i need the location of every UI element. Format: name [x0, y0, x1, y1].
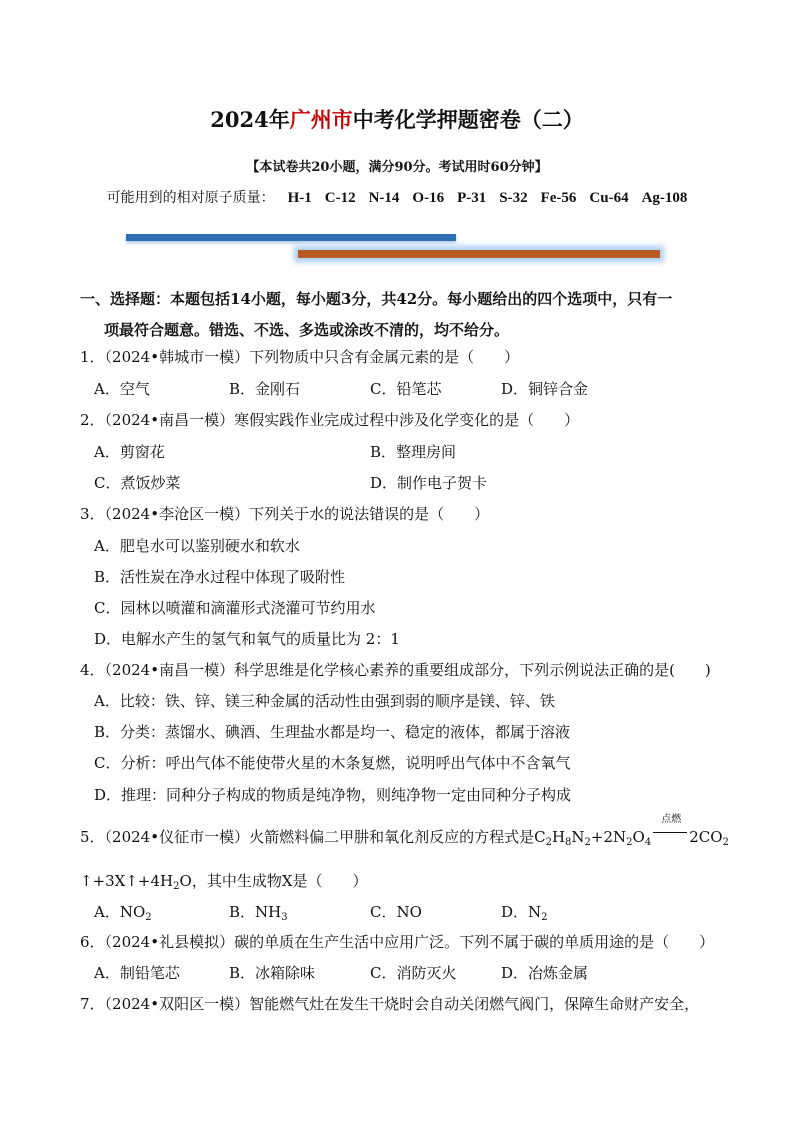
question-3: 3．（2024•李沧区一模）下列关于水的说法错误的是（ ） [80, 505, 490, 523]
title-suffix: 中考化学押题密卷（二） [352, 107, 584, 132]
option: D．铜锌合金 [501, 380, 589, 398]
option: A．剪窗花 [94, 443, 165, 461]
option: D．冶炼金属 [501, 964, 589, 982]
option: C．NO [370, 903, 422, 921]
title-city: 广州市 [289, 107, 353, 132]
option: D．推理：同种分子构成的物质是纯净物，则纯净物一定由同种分子构成 [94, 786, 572, 804]
option: A．空气 [94, 380, 150, 398]
option: C．铅笔芯 [370, 380, 442, 398]
option: D．电解水产生的氢气和氧气的质量比为 2：1 [94, 630, 400, 648]
option: B．$NH_3$ [229, 903, 288, 923]
question-7: 7．（2024•双阳区一模）智能燃气灶在发生干烧时会自动关闭燃气阀门，保障生命财产安全， [80, 995, 700, 1013]
option-text: D．N [501, 903, 542, 921]
option: C．煮饭炒菜 [94, 474, 181, 492]
option: C．分析：呼出气体不能使带火星的木条复燃，说明呼出气体中不含氧气 [94, 754, 571, 772]
option: D．$N_2$ [501, 903, 548, 923]
option: A．$NO_2$ [94, 903, 152, 923]
question-2: 2．（2024•南昌一模）寒假实践作业完成过程中涉及化学变化的是（ ） [80, 411, 580, 429]
option: B．金刚石 [229, 380, 301, 398]
question-5 [80, 814, 729, 848]
atomic-masses-label: 可能用到的相对原子质量： [106, 190, 275, 206]
mass-item: P-31 [457, 190, 487, 206]
option: B．活性炭在净水过程中体现了吸附性 [94, 568, 346, 586]
mass-item: H-1 [287, 190, 312, 206]
mass-item: N-14 [368, 190, 400, 206]
reaction-condition: 点燃 [661, 814, 682, 825]
option: C．园林以喷灌和滴灌形式浇灌可节约用水 [94, 599, 376, 617]
equation-left: $C_2H_8N_2+2N_2O_4$ [534, 828, 652, 848]
option: B．分类：蒸馏水、碘酒、生理盐水都是均一、稳定的液体，都属于溶液 [94, 723, 571, 741]
option: A．制铅笔芯 [94, 964, 180, 982]
atomic-masses [0, 187, 794, 207]
reaction-arrow [651, 814, 689, 846]
option: A．比较：铁、锌、镁三种金属的活动性由强到弱的顺序是镁、锌、铁 [94, 692, 555, 710]
question-5-text: 5．（2024•仪征市一模）火箭燃料偏二甲肼和氧化剂反应的方程式是 [80, 828, 535, 846]
option: A．肥皂水可以鉴别硬水和软水 [94, 537, 300, 555]
option-text: A．NO [94, 903, 146, 921]
mass-item: Ag-108 [641, 190, 688, 206]
equation-continued: $↑+3X↑+4H_2O$ [80, 872, 192, 892]
mass-item: C-12 [324, 190, 356, 206]
page-title [0, 104, 794, 134]
option: C．消防灭火 [370, 964, 457, 982]
exam-info: 【本试卷共20小题，满分90分。考试用时60分钟】 [246, 160, 548, 175]
section-heading-line2: 项最符合题意。错选、不选、多选或涂改不清的，均不给分。 [104, 321, 510, 339]
decorative-orange-bar [298, 250, 660, 258]
section-heading-line1: 一、选择题：本题包括14小题，每小题3分，共42分。每小题给出的四个选项中，只有一 [80, 290, 673, 308]
option: B．冰箱除味 [229, 964, 316, 982]
question-1: 1．（2024•韩城市一模）下列物质中只含有金属元素的是（ ） [80, 348, 520, 366]
mass-item: S-32 [499, 190, 528, 206]
decorative-blue-bar [126, 234, 456, 241]
question-5-line2-text: ，其中生成物X是（ ） [191, 872, 368, 890]
question-5-line2 [80, 870, 368, 892]
mass-item: O-16 [412, 190, 445, 206]
mass-item: Cu-64 [589, 190, 629, 206]
section-heading [80, 284, 740, 346]
option: D．制作电子贺卡 [370, 474, 488, 492]
mass-item: Fe-56 [540, 190, 577, 206]
question-4: 4．（2024•南昌一模）科学思维是化学核心素养的重要组成部分，下列示例说法正确的是( ) [80, 661, 711, 679]
title-prefix: 2024年 [210, 107, 290, 132]
option-text: B．NH [229, 903, 282, 921]
equation-right: $2CO_2$ [689, 828, 729, 848]
question-6: 6．（2024•礼县模拟）碳的单质在生产生活中应用广泛。下列不属于碳的单质用途的是（ ） [80, 933, 715, 951]
option: B．整理房间 [370, 443, 457, 461]
